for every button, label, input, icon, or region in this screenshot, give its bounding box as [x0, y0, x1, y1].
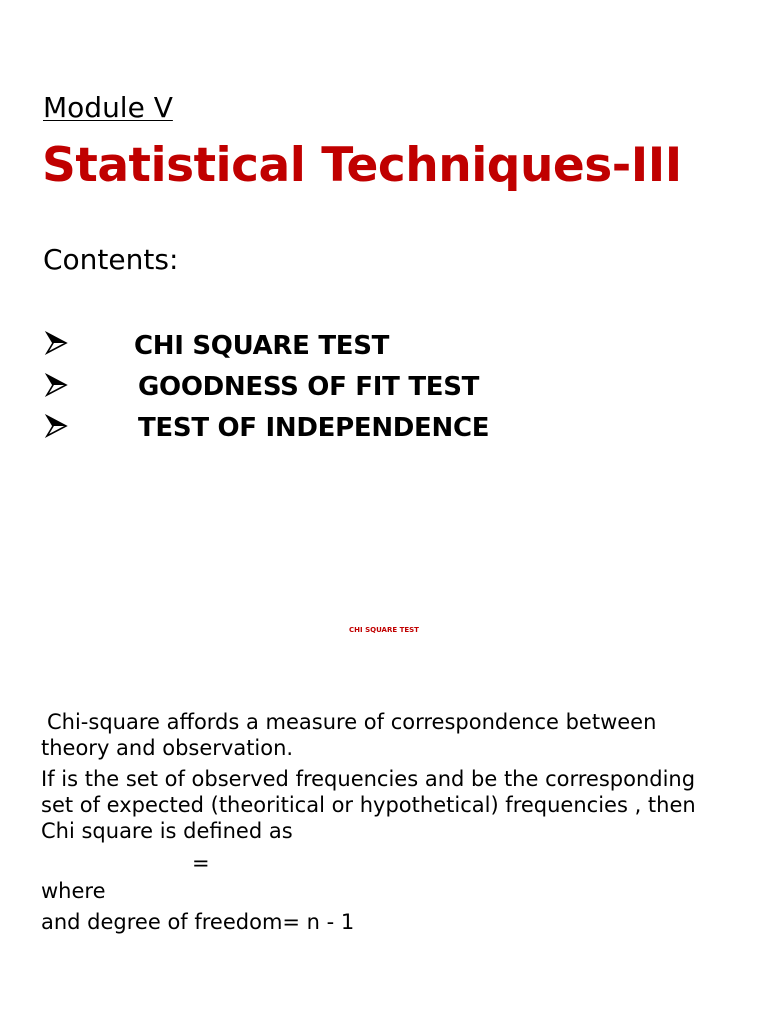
page-title: Statistical Techniques-III [42, 138, 682, 193]
contents-label: Contents: [43, 243, 179, 276]
paragraph-line: If is the set of observed frequencies and be the corresponding [41, 767, 696, 791]
degree-of-freedom-line: and degree of freedom= n - 1 [41, 910, 355, 934]
bullet-text: CHI SQUARE TEST [134, 331, 390, 361]
paragraph-line: Chi square is defined as [41, 819, 293, 843]
paragraph-line: theory and observation. [41, 736, 294, 760]
module-label: Module V [43, 91, 173, 124]
section-heading: CHI SQUARE TEST [349, 626, 419, 634]
formula-equals: = [192, 851, 210, 875]
paragraph-line: Chi-square affords a measure of correspondence between [47, 710, 657, 734]
arrowhead-bullet-icon [44, 413, 70, 439]
arrowhead-bullet-icon [44, 372, 70, 398]
paragraph-line: set of expected (theoritical or hypothetical) frequencies , then [41, 793, 696, 817]
bullet-text: TEST OF INDEPENDENCE [138, 413, 490, 443]
body-text [41, 709, 741, 935]
arrowhead-bullet-icon [44, 330, 70, 356]
bullet-text: GOODNESS OF FIT TEST [138, 372, 480, 402]
formula-line [41, 844, 741, 878]
paragraph-line: where [41, 879, 106, 903]
